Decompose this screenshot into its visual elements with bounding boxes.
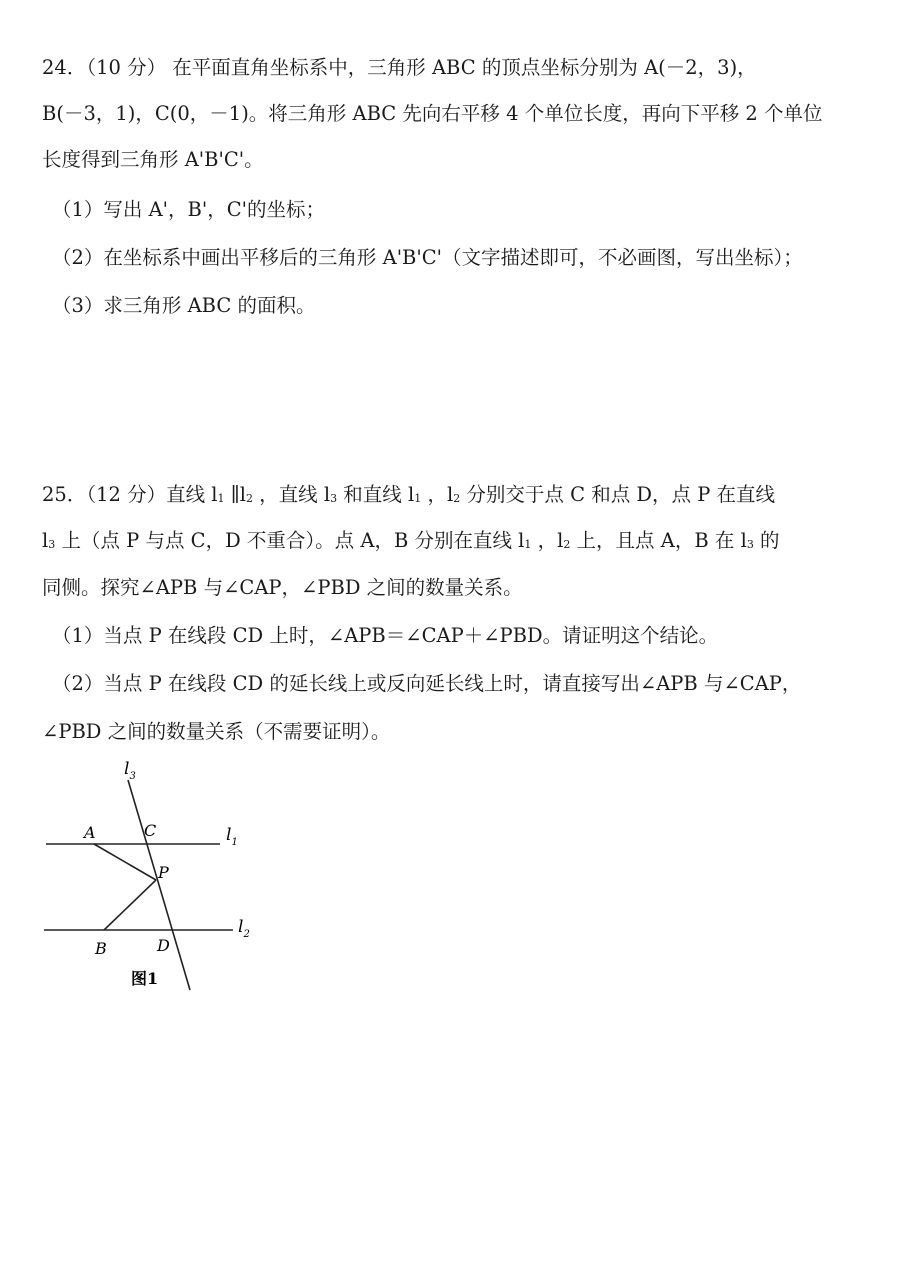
- q25-line-1-d: 2: [245, 492, 253, 505]
- q25-line-1-e: ，直线 l: [252, 483, 331, 506]
- q25-line-2-d: 1: [524, 538, 532, 551]
- q25-line-1-i: ，l: [421, 483, 454, 506]
- label-l2: $l_2$: [238, 917, 250, 940]
- q25-part-2-line-1: （2）当点 P 在线段 CD 的延长线上或反向延长线上时，请直接写出∠APB 与∠CAP，: [52, 672, 802, 695]
- q25-line-1-b: 1: [217, 492, 225, 505]
- q25-line-2-e: ，l: [531, 529, 564, 552]
- q24-part-2: （2）在坐标系中画出平移后的三角形 A'B'C'（文字描述即可，不必画图，写出坐标）；: [52, 246, 803, 269]
- q25-line-1-g: 和直线 l: [337, 483, 415, 506]
- label-d: D: [157, 936, 170, 955]
- q25-line-1-k: 分别交于点 C 和点 D，点 P 在直线: [460, 483, 776, 506]
- q25-part-1: （1）当点 P 在线段 CD 上时，∠APB＝∠CAP＋∠PBD。请证明这个结论。: [52, 624, 719, 647]
- q25-line-2-b: 3: [48, 538, 56, 551]
- figure-caption: 图1: [131, 969, 159, 988]
- q24-part-1: （1）写出 A'，B'，C'的坐标；: [52, 198, 326, 221]
- q25-line-2: [42, 531, 780, 551]
- q25-line-1-j: 2: [453, 492, 461, 505]
- q25-line-2-f: 2: [563, 538, 571, 551]
- q24-line-3: 长度得到三角形 A'B'C'。: [42, 148, 264, 171]
- q25-part-2-line-2: ∠PBD 之间的数量关系（不需要证明）。: [42, 720, 391, 743]
- q25-line-1-h: 1: [414, 492, 422, 505]
- q25-line-1-f: 3: [330, 492, 338, 505]
- q24-part-3: （3）求三角形 ABC 的面积。: [52, 294, 316, 317]
- label-l1: $l_1$: [226, 825, 238, 848]
- q25-line-2-h: 3: [746, 538, 754, 551]
- label-b: B: [95, 939, 107, 958]
- q25-line-2-i: 的: [753, 529, 780, 552]
- label-c: C: [144, 821, 157, 840]
- q25-line-3: 同侧。探究∠APB 与∠CAP，∠PBD 之间的数量关系。: [42, 576, 523, 599]
- q25-line-1: [42, 485, 775, 505]
- q25-line-1-a: 25．（12 分）直线 l: [42, 483, 218, 506]
- line-l3: [128, 780, 190, 990]
- q25-line-2-a: l: [42, 529, 49, 552]
- q24-line-1: 24．（10 分） 在平面直角坐标系中，三角形 ABC 的顶点坐标分别为 A(－2，3)，: [42, 56, 757, 79]
- q25-line-1-c: ∥l: [224, 483, 246, 506]
- q25-line-2-c: 上（点 P 与点 C，D 不重合）。点 A，B 分别在直线 l: [55, 529, 525, 552]
- figure-1: [0, 750, 300, 1000]
- label-a: A: [84, 823, 96, 842]
- q24-line-2: B(－3，1)，C(0，－1)。将三角形 ABC 先向右平移 4 个单位长度，再向下平移 2 个单位: [42, 102, 823, 125]
- segment-bp: [104, 880, 156, 930]
- label-p: P: [158, 863, 169, 882]
- q25-line-2-g: 上，且点 A，B 在 l: [570, 529, 747, 552]
- label-l3: $l_3$: [124, 759, 136, 782]
- segment-ap: [94, 844, 156, 880]
